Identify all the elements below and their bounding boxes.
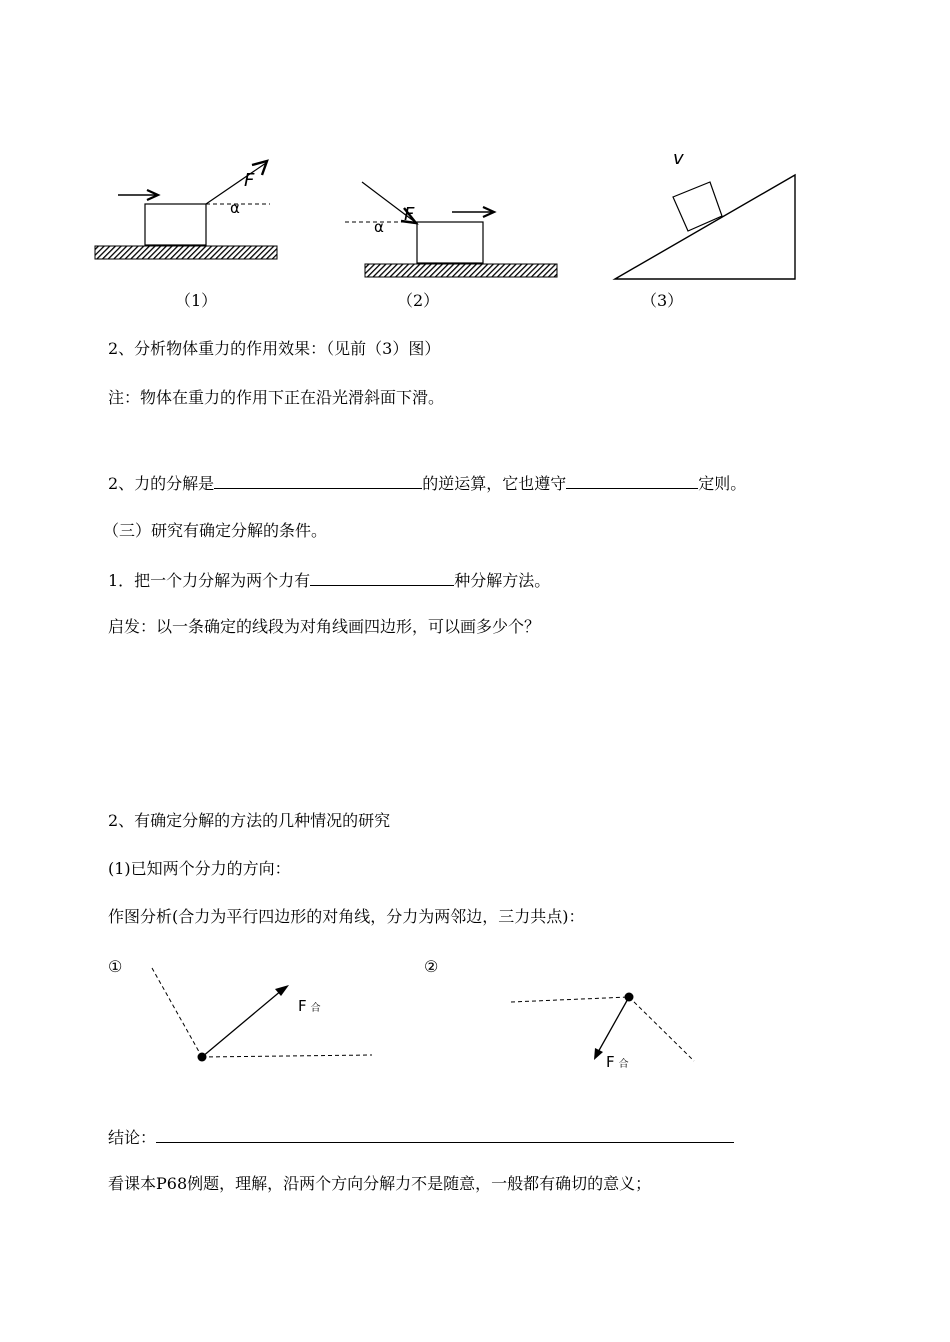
fig2-ground	[365, 264, 557, 277]
d1-dashed-direction-b	[202, 1055, 372, 1057]
d1-dashed-direction-a	[152, 968, 202, 1057]
gravity-note: 注：物体在重力的作用下正在沿光滑斜面下滑。	[108, 388, 445, 407]
diagram-2	[511, 993, 694, 1072]
conclusion-line	[108, 1126, 734, 1148]
decomposition-line	[108, 472, 746, 494]
fig2-force-label: F	[404, 204, 415, 225]
fill-blank-inverse[interactable]	[214, 472, 422, 489]
fig2-block	[417, 222, 483, 263]
diagram-1	[152, 968, 372, 1062]
decomposition-middle: 的逆运算，它也遵守	[422, 474, 567, 493]
figures-row	[0, 140, 950, 320]
fill-blank-count[interactable]	[310, 569, 454, 586]
fig1-angle-label: α	[230, 199, 240, 217]
decomposition-suffix: 定则。	[698, 474, 747, 493]
fig1-force-label: F	[244, 170, 255, 191]
fig3-block	[673, 182, 722, 231]
item-one-line	[108, 569, 550, 591]
fill-blank-conclusion[interactable]	[156, 1126, 734, 1143]
figure-2	[345, 182, 557, 277]
fig3-caption: （3）	[641, 291, 684, 310]
item-two-heading: 2、有确定分解的方法的几种情况的研究	[108, 811, 391, 830]
fig1-block	[145, 204, 206, 245]
d1-resultant-force-line	[202, 990, 282, 1057]
item-one-prefix: 1．把一个力分解为两个力有	[108, 571, 311, 590]
d2-force-label: F合	[606, 1053, 629, 1071]
figure-1	[95, 161, 277, 259]
drawing-instruction: 作图分析(合力为平行四边形的对角线，分力为两邻边，三力共点)：	[108, 907, 585, 926]
diagram-2-marker: ②	[424, 957, 439, 976]
force-diagrams	[0, 950, 950, 1080]
figure-3	[615, 148, 795, 279]
fig1-caption: （1）	[175, 291, 218, 310]
d2-resultant-arrowhead-icon	[594, 1048, 603, 1060]
d2-origin-point	[625, 993, 634, 1002]
fig1-ground	[95, 246, 277, 259]
conclusion-prefix: 结论：	[108, 1128, 157, 1147]
fig1-force-line	[206, 163, 266, 204]
decomposition-prefix: 2、力的分解是	[108, 474, 215, 493]
d1-origin-point	[198, 1053, 207, 1062]
fig2-caption: （2）	[397, 291, 440, 310]
d2-resultant-force-line	[597, 997, 629, 1054]
diagram-1-marker: ①	[108, 957, 123, 976]
gravity-heading: 2、分析物体重力的作用效果：（见前（3）图）	[108, 339, 441, 358]
item-one-suffix: 种分解方法。	[454, 571, 551, 590]
fig3-velocity-label: v	[673, 148, 684, 169]
d2-dashed-direction-a	[511, 997, 629, 1002]
textbook-note: 看课本P68例题，理解，沿两个方向分解力不是随意，一般都有确切的意义；	[108, 1174, 652, 1193]
d1-force-label: F合	[298, 997, 321, 1015]
hint-line: 启发：以一条确定的线段为对角线画四边形，可以画多少个？	[108, 617, 541, 636]
case-one-heading: (1)已知两个分力的方向：	[108, 859, 291, 878]
fig2-angle-label: α	[374, 218, 384, 236]
fill-blank-rule[interactable]	[566, 472, 698, 489]
section-three-heading: （三）研究有确定分解的条件。	[103, 521, 328, 540]
d2-dashed-direction-b	[629, 997, 694, 1061]
